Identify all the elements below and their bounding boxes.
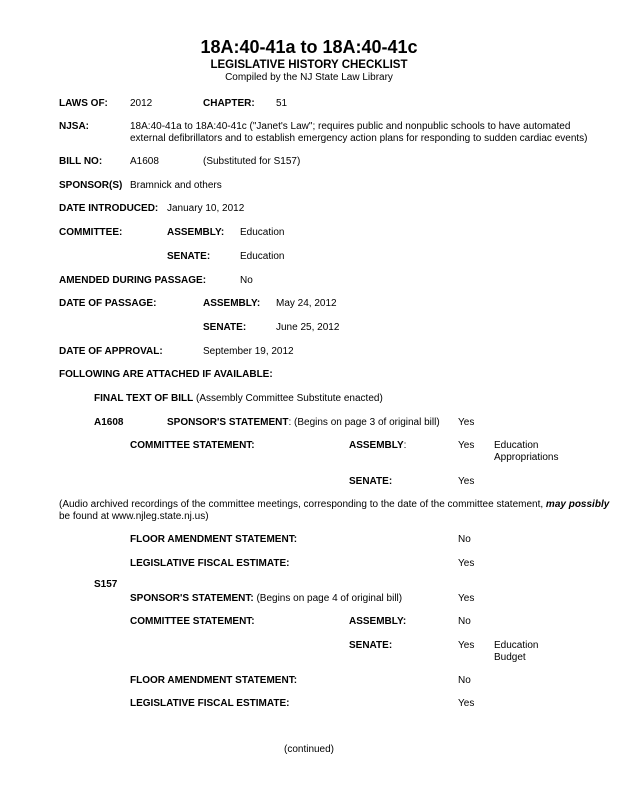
a1608-fiscal-label: LEGISLATIVE FISCAL ESTIMATE: bbox=[130, 558, 290, 569]
continued-footer: (continued) bbox=[283, 744, 335, 755]
a1608-bill-label: A1608 bbox=[94, 417, 124, 428]
bill-no-note: (Substituted for S157) bbox=[203, 156, 301, 167]
s157-floor-label: FLOOR AMENDMENT STATEMENT: bbox=[130, 675, 298, 686]
audio-note-emphasis: may possibly bbox=[545, 499, 610, 510]
attached-heading: FOLLOWING ARE ATTACHED IF AVAILABLE: bbox=[59, 369, 273, 380]
a1608-floor-label: FLOOR AMENDMENT STATEMENT: bbox=[130, 534, 298, 545]
date-introduced-value: January 10, 2012 bbox=[167, 203, 245, 214]
a1608-committee-label: COMMITTEE STATEMENT: bbox=[130, 440, 255, 451]
chapter-value: 51 bbox=[276, 98, 288, 109]
njsa-line-2: external defibrillators and to establish emergency action plans for responding to sudden cardiac events) bbox=[130, 133, 588, 144]
passage-assembly-label: ASSEMBLY: bbox=[203, 298, 261, 309]
a1608-assembly-committee-1: Education bbox=[494, 440, 539, 451]
audio-note-line-1 bbox=[59, 499, 609, 511]
s157-assembly-label: ASSEMBLY: bbox=[349, 616, 407, 627]
a1608-sponsor-row bbox=[167, 417, 440, 429]
final-text-label: FINAL TEXT OF BILL bbox=[94, 393, 194, 404]
passage-senate-label: SENATE: bbox=[203, 322, 247, 333]
final-text-row bbox=[94, 393, 383, 405]
sponsors-value: Bramnick and others bbox=[130, 180, 222, 191]
s157-sponsor-value: Yes bbox=[458, 593, 475, 604]
audio-note-line-2: be found at www.njleg.state.nj.us) bbox=[59, 511, 209, 522]
a1608-assembly-label: ASSEMBLY bbox=[349, 440, 404, 451]
page-title: 18A:40-41a to 18A:40-41c bbox=[200, 37, 418, 57]
a1608-sponsor-value: Yes bbox=[458, 417, 475, 428]
committee-assembly-value: Education bbox=[240, 227, 285, 238]
a1608-senate-label: SENATE: bbox=[349, 476, 393, 487]
s157-senate-committee-2: Budget bbox=[494, 652, 526, 663]
date-of-approval-label: DATE OF APPROVAL: bbox=[59, 346, 163, 357]
a1608-assembly-committee-2: Appropriations bbox=[494, 452, 559, 463]
committee-senate-label: SENATE: bbox=[167, 251, 211, 262]
laws-of-label: LAWS OF: bbox=[59, 98, 108, 109]
date-of-approval-value: September 19, 2012 bbox=[203, 346, 294, 357]
s157-fiscal-label: LEGISLATIVE FISCAL ESTIMATE: bbox=[130, 698, 290, 709]
s157-fiscal-value: Yes bbox=[458, 698, 475, 709]
s157-bill-label: S157 bbox=[94, 579, 118, 590]
date-introduced-label: DATE INTRODUCED: bbox=[59, 203, 159, 214]
passage-assembly-value: May 24, 2012 bbox=[276, 298, 337, 309]
s157-senate-value: Yes bbox=[458, 640, 475, 651]
page-subtitle: LEGISLATIVE HISTORY CHECKLIST bbox=[210, 59, 408, 71]
committee-label: COMMITTEE: bbox=[59, 227, 123, 238]
s157-sponsor-note: (Begins on page 4 of original bill) bbox=[253, 593, 403, 604]
a1608-sponsor-note: : (Begins on page 3 of original bill) bbox=[288, 417, 440, 428]
s157-sponsor-row bbox=[130, 593, 402, 605]
final-text-note: (Assembly Committee Substitute enacted) bbox=[193, 393, 383, 404]
s157-floor-value: No bbox=[458, 675, 471, 686]
audio-note-text: (Audio archived recordings of the committee meetings, corresponding to the date of the committee statement, bbox=[59, 499, 546, 510]
a1608-sponsor-label: SPONSOR'S STATEMENT bbox=[167, 417, 289, 428]
s157-senate-committee-1: Education bbox=[494, 640, 539, 651]
s157-committee-label: COMMITTEE STATEMENT: bbox=[130, 616, 255, 627]
amended-label: AMENDED DURING PASSAGE: bbox=[59, 275, 207, 286]
a1608-assembly-colon: : bbox=[403, 440, 407, 451]
committee-assembly-label: ASSEMBLY: bbox=[167, 227, 225, 238]
s157-sponsor-label: SPONSOR'S STATEMENT: bbox=[130, 593, 254, 604]
s157-assembly-value: No bbox=[458, 616, 471, 627]
compiled-by: Compiled by the NJ State Law Library bbox=[225, 72, 393, 83]
date-of-passage-label: DATE OF PASSAGE: bbox=[59, 298, 157, 309]
s157-senate-label: SENATE: bbox=[349, 640, 393, 651]
passage-senate-value: June 25, 2012 bbox=[276, 322, 340, 333]
sponsors-label: SPONSOR(S) bbox=[59, 180, 123, 191]
chapter-label: CHAPTER: bbox=[203, 98, 255, 109]
a1608-assembly-value: Yes bbox=[458, 440, 475, 451]
njsa-line-1: 18A:40-41a to 18A:40-41c ("Janet's Law"; requires public and nonpublic schools to have automated bbox=[130, 121, 571, 132]
njsa-label: NJSA: bbox=[59, 121, 90, 132]
a1608-assembly-row bbox=[349, 440, 406, 452]
bill-no-value: A1608 bbox=[130, 156, 159, 167]
laws-of-value: 2012 bbox=[130, 98, 153, 109]
amended-value: No bbox=[240, 275, 253, 286]
committee-senate-value: Education bbox=[240, 251, 285, 262]
a1608-fiscal-value: Yes bbox=[458, 558, 475, 569]
bill-no-label: BILL NO: bbox=[59, 156, 103, 167]
a1608-senate-value: Yes bbox=[458, 476, 475, 487]
a1608-floor-value: No bbox=[458, 534, 471, 545]
